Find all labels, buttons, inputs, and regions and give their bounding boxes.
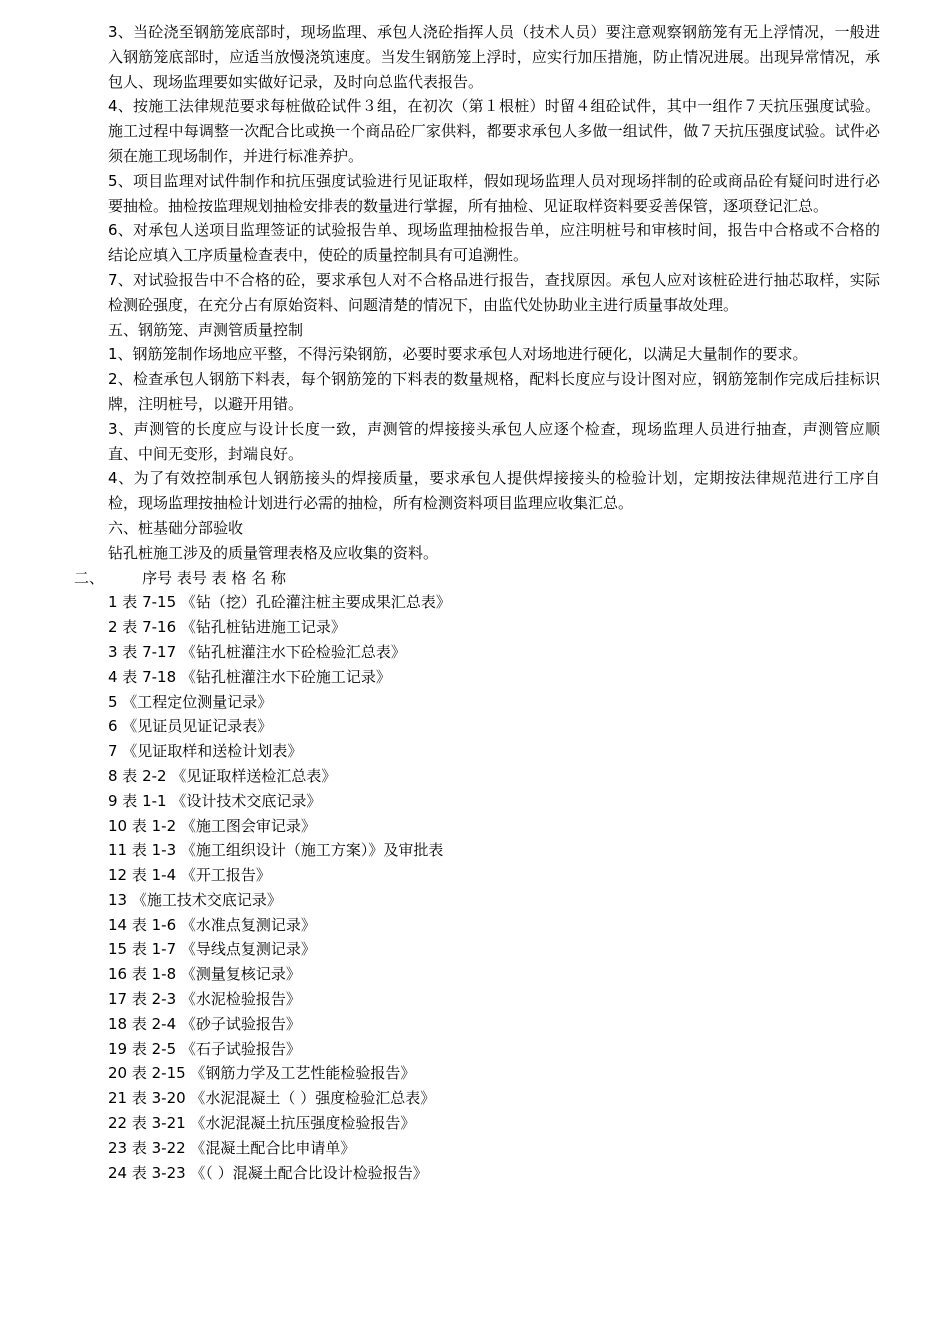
forms-list xyxy=(108,590,880,1185)
list-item: 19 表 2-5 《石子试验报告》 xyxy=(108,1039,301,1058)
list-item: 9 表 1-1 《设计技术交底记录》 xyxy=(108,791,322,810)
list-item: 7 《见证取样和送检计划表》 xyxy=(108,742,303,761)
list-item: 22 表 3-21 《水泥混凝土抗压强度检验报告》 xyxy=(108,1114,416,1133)
rebar-item-2: 2、检查承包人钢筋下料表，每个钢筋笼的下料表的数量规格，配料长度应与设计图对应，钢筋笼制作完成后挂标识牌，注明桩号，以避开用错。 xyxy=(108,370,880,413)
list-item: 17 表 2-3 《水泥检验报告》 xyxy=(108,990,301,1009)
document-page xyxy=(74,20,880,1185)
section-six-intro: 钻孔桩施工涉及的质量管理表格及应收集的资料。 xyxy=(108,543,439,562)
paragraph-item-6: 6、对承包人送项目监理签证的试验报告单、现场监理抽检报告单，应注明桩号和审核时间，报告中合格或不合格的结论应填入工序质量检查表中，使砼的质量控制具有可追溯性。 xyxy=(108,221,880,265)
forms-list-header: 二、 序号 表号 表 格 名 称 xyxy=(74,568,286,587)
list-item: 23 表 3-22 《混凝土配合比申请单》 xyxy=(108,1138,356,1157)
list-item: 18 表 2-4 《砂子试验报告》 xyxy=(108,1014,301,1033)
list-item: 20 表 2-15 《钢筋力学及工艺性能检验报告》 xyxy=(108,1064,416,1083)
list-item: 24 表 3-23 《（ ）混凝土配合比设计检验报告》 xyxy=(108,1163,428,1182)
list-item: 4 表 7-18 《钻孔桩灌注水下砼施工记录》 xyxy=(108,667,391,686)
section-heading-five: 五、钢筋笼、声测管质量控制 xyxy=(108,320,304,339)
paragraph-item-4: 4、按施工法律规范要求每桩做砼试件３组，在初次（第１根桩）时留４组砼试件，其中一组作７天抗压强度试验。施工过程中每调整一次配合比或换一个商品砼厂家供料，都要求承包人多做一组试件，做７天抗压强度试验。试件必须在施工现场制作，并进行标准养护。 xyxy=(108,97,880,165)
list-item: 5 《工程定位测量记录》 xyxy=(108,692,273,711)
list-item: 8 表 2-2 《见证取样送检汇总表》 xyxy=(108,766,337,785)
rebar-item-4: 4、为了有效控制承包人钢筋接头的焊接质量，要求承包人提供焊接接头的检验计划，定期按法律规范进行工序自检，现场监理按抽检计划进行必需的抽检，所有检测资料项目监理应收集汇总。 xyxy=(108,469,880,513)
list-item: 14 表 1-6 《水准点复测记录》 xyxy=(108,915,316,934)
rebar-item-1: 1、钢筋笼制作场地应平整，不得污染钢筋，必要时要求承包人对场地进行硬化，以满足大量制作的要求。 xyxy=(108,345,808,364)
list-item: 21 表 3-20 《水泥混凝土（ ）强度检验汇总表》 xyxy=(108,1089,436,1108)
list-item: 13 《施工技术交底记录》 xyxy=(108,890,282,909)
list-item: 11 表 1-3 《施工组织设计（施工方案）》及审批表 xyxy=(108,841,444,860)
list-item: 2 表 7-16 《钻孔桩钻进施工记录》 xyxy=(108,618,346,637)
paragraph-item-5: 5、项目监理对试件制作和抗压强度试验进行见证取样，假如现场监理人员对现场拌制的砼或商品砼有疑问时进行必要抽检。抽检按监理规划抽检安排表的数量进行掌握，所有抽检、见证取样资料要妥善保管，逐项登记汇总。 xyxy=(108,171,880,215)
list-item: 16 表 1-8 《测量复核记录》 xyxy=(108,965,301,984)
list-item: 12 表 1-4 《开工报告》 xyxy=(108,866,271,885)
list-item: 3 表 7-17 《钻孔桩灌注水下砼检验汇总表》 xyxy=(108,642,406,661)
list-item: 6 《见证员见证记录表》 xyxy=(108,717,273,736)
list-item: 10 表 1-2 《施工图会审记录》 xyxy=(108,816,316,835)
paragraph-item-3: 3、当砼浇至钢筋笼底部时，现场监理、承包人浇砼指挥人员（技术人员）要注意观察钢筋笼有无上浮情况，一般进入钢筋笼底部时，应适当放慢浇筑速度。当发生钢筋笼上浮时，应实行加压措施，防止情况进展。出现异常情况，承包人、现场监理要如实做好记录，及时向总监代表报告。 xyxy=(108,23,880,91)
list-item: 1 表 7-15 《钻（挖）孔砼灌注桩主要成果汇总表》 xyxy=(108,593,451,612)
section-heading-six: 六、桩基础分部验收 xyxy=(108,518,244,537)
paragraph-item-7: 7、对试验报告中不合格的砼，要求承包人对不合格品进行报告，查找原因。承包人应对该桩砼进行抽芯取样，实际检测砼强度，在充分占有原始资料、问题清楚的情况下，由监代处协助业主进行质量事故处理。 xyxy=(108,270,880,314)
rebar-item-3: 3、声测管的长度应与设计长度一致，声测管的焊接接头承包人应逐个检查，现场监理人员进行抽查，声测管应顺直、中间无变形，封端良好。 xyxy=(108,419,880,463)
list-item: 15 表 1-7 《导线点复测记录》 xyxy=(108,940,316,959)
